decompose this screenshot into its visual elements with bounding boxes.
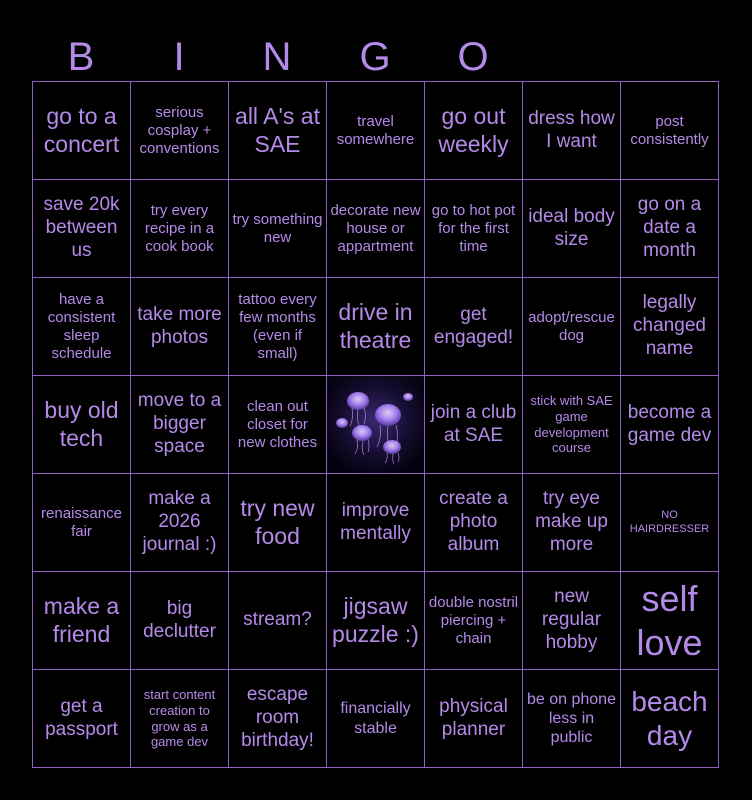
bingo-cell[interactable]: be on phone less in public xyxy=(523,670,621,768)
bingo-cell[interactable]: try new food xyxy=(229,474,327,572)
bingo-cell[interactable]: clean out closet for new clothes xyxy=(229,376,327,474)
bingo-cell[interactable]: get a passport xyxy=(33,670,131,768)
title-letter-n: N xyxy=(262,35,292,79)
bingo-cell[interactable]: legally changed name xyxy=(621,278,719,376)
bingo-cell[interactable]: take more photos xyxy=(131,278,229,376)
bingo-title xyxy=(32,34,720,80)
bingo-cell[interactable]: go to hot pot for the first time xyxy=(425,180,523,278)
bingo-cell[interactable]: new regular hobby xyxy=(523,572,621,670)
bingo-cell[interactable]: drive in theatre xyxy=(327,278,425,376)
bingo-cell[interactable]: big declutter xyxy=(131,572,229,670)
bingo-cell[interactable]: get engaged! xyxy=(425,278,523,376)
bingo-cell[interactable]: stream? xyxy=(229,572,327,670)
bingo-cell[interactable]: have a consistent sleep schedule xyxy=(33,278,131,376)
bingo-cell[interactable]: financially stable xyxy=(327,670,425,768)
bingo-cell[interactable]: escape room birthday! xyxy=(229,670,327,768)
bingo-cell[interactable]: save 20k between us xyxy=(33,180,131,278)
bingo-cell[interactable]: jigsaw puzzle :) xyxy=(327,572,425,670)
bingo-cell[interactable]: buy old tech xyxy=(33,376,131,474)
bingo-cell[interactable]: tattoo every few months (even if small) xyxy=(229,278,327,376)
bingo-cell[interactable]: physical planner xyxy=(425,670,523,768)
bingo-cell[interactable]: try something new xyxy=(229,180,327,278)
bingo-cell[interactable]: beach day xyxy=(621,670,719,768)
title-letter-b: B xyxy=(67,35,95,79)
title-letter-o: O xyxy=(457,35,489,79)
bingo-cell[interactable]: decorate new house or appartment xyxy=(327,180,425,278)
free-space-jellyfish-image[interactable] xyxy=(327,376,425,474)
bingo-cell[interactable]: try every recipe in a cook book xyxy=(131,180,229,278)
bingo-cell[interactable]: make a 2026 journal :) xyxy=(131,474,229,572)
bingo-cell[interactable]: double nostril piercing + chain xyxy=(425,572,523,670)
bingo-cell[interactable]: adopt/rescue dog xyxy=(523,278,621,376)
bingo-cell[interactable]: move to a bigger space xyxy=(131,376,229,474)
bingo-cell[interactable]: become a game dev xyxy=(621,376,719,474)
bingo-cell[interactable]: stick with SAE game development course xyxy=(523,376,621,474)
bingo-grid xyxy=(32,81,719,768)
bingo-cell[interactable]: serious cosplay + conventions xyxy=(131,82,229,180)
bingo-cell[interactable]: improve mentally xyxy=(327,474,425,572)
bingo-cell[interactable]: travel somewhere xyxy=(327,82,425,180)
jellyfish-image xyxy=(328,377,424,473)
bingo-cell[interactable]: dress how I want xyxy=(523,82,621,180)
bingo-cell[interactable]: self love xyxy=(621,572,719,670)
bingo-cell[interactable]: start content creation to grow as a game dev xyxy=(131,670,229,768)
bingo-cell[interactable]: make a friend xyxy=(33,572,131,670)
bingo-cell[interactable]: NO HAIRDRESSER xyxy=(621,474,719,572)
bingo-cell[interactable]: join a club at SAE xyxy=(425,376,523,474)
bingo-cell[interactable]: go to a concert xyxy=(33,82,131,180)
title-letter-g: G xyxy=(359,35,391,79)
bingo-cell[interactable]: go on a date a month xyxy=(621,180,719,278)
bingo-cell[interactable]: try eye make up more xyxy=(523,474,621,572)
bingo-cell[interactable]: ideal body size xyxy=(523,180,621,278)
bingo-cell[interactable]: post consistently xyxy=(621,82,719,180)
bingo-cell[interactable]: go out weekly xyxy=(425,82,523,180)
bingo-cell[interactable]: renaissance fair xyxy=(33,474,131,572)
bingo-cell[interactable]: all A's at SAE xyxy=(229,82,327,180)
bingo-cell[interactable]: create a photo album xyxy=(425,474,523,572)
title-letter-i: I xyxy=(173,35,185,79)
